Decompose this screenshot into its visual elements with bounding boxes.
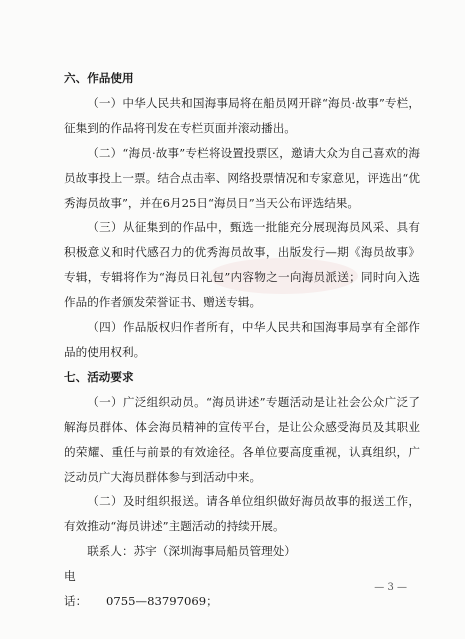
contact-phone-label: 电 话： (64, 569, 88, 609)
contact-phone-value: 0755—83797069； (106, 594, 218, 609)
section-heading-6: 六、作品使用 (64, 71, 134, 85)
section-heading-7: 七、活动要求 (64, 369, 134, 384)
paragraph-6-1: （一）中华人民共和国海事局将在船员网开辟“海员·故事”专栏，征集到的作品将刊发在专栏页面并滚动播出。 (64, 95, 420, 135)
page-number: — 3 — (374, 582, 407, 593)
paragraph-6-2: （二）“海员·故事”专栏将设置投票区，邀请大众为自己喜欢的海员故事投上一票。结合点击率、网络投票情况和专家意见，评选出“优秀海员故事”，并在6月25日“海员日”当天公布评选结果。 (64, 145, 420, 210)
document-body (64, 66, 420, 614)
paragraph-7-2: （二）及时组织报送。请各单位组织做好海员故事的报送工作，有效推动“海员讲述”主题活动的持续开展。 (64, 494, 420, 534)
paragraph-6-4: （四）作品版权归作者所有，中华人民共和国海事局享有全部作品的使用权利。 (64, 320, 420, 359)
contact-person-label: 联系人： (87, 544, 134, 559)
contact-phone-line (64, 564, 420, 614)
contact-person-value: 苏宇（深圳海事局船员管理处） (133, 544, 296, 559)
paragraph-7-1: （一）广泛组织动员。“海员讲述”专题活动是让社会公众广泛了解海员群体、体会海员精神的宣传平台，是让公众感受海员及其职业的荣耀、重任与前景的有效途径。各单位要高度重视，认真组织，广泛动员广大海员群体参与到活动中来。 (64, 394, 420, 484)
paragraph-6-3: （三）从征集到的作品中，甄选一批能充分展现海员风采、具有积极意义和时代感召力的优秀海员故事，出版发行—期《海员故事》专辑，专辑将作为“海员日礼包”内容物之一向海员派送；同时向入选作品的作者颁发荣誉证书、赠送专辑。 (64, 220, 420, 310)
contact-person-line (64, 539, 420, 564)
